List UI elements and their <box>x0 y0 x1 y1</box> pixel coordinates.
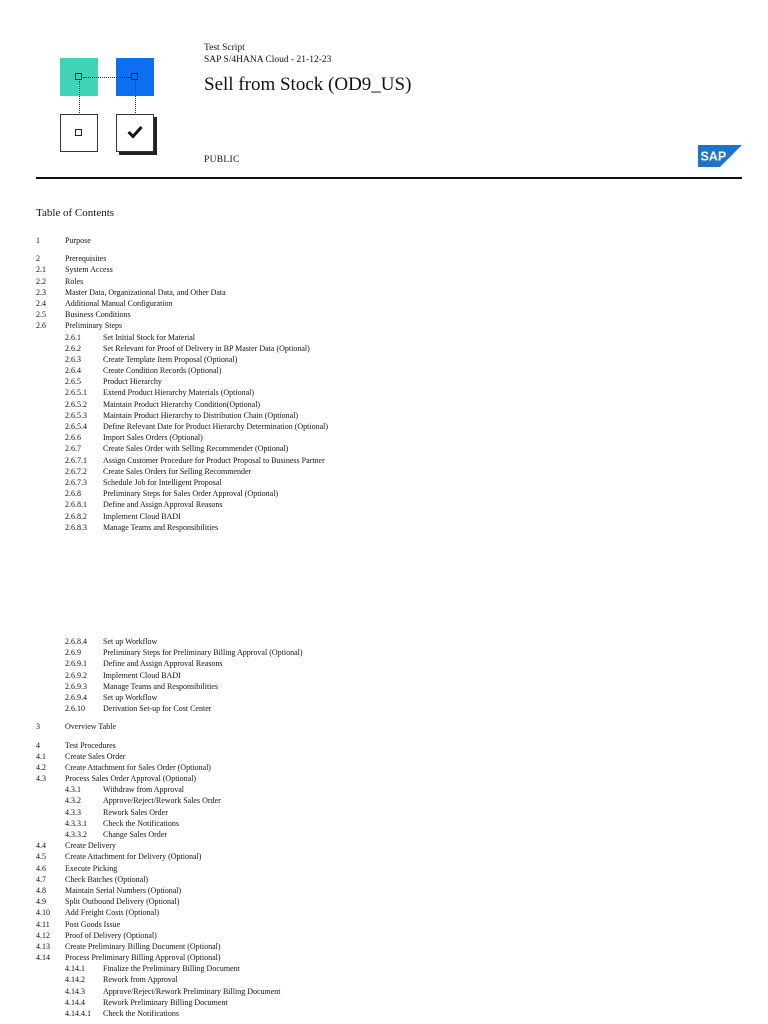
toc-entry-number: 2.6.7.3 <box>65 477 87 487</box>
toc-entry-title: Implement Cloud BADI <box>103 511 181 521</box>
toc-entry-number: 2.6.9.3 <box>65 681 87 691</box>
page-title: Sell from Stock (OD9_US) <box>204 74 412 95</box>
toc-entry-title: Business Conditions <box>65 310 131 320</box>
toc-entry-number: 2.6.3 <box>65 354 81 364</box>
toc-entry-title: Manage Teams and Responsibilities <box>103 681 219 691</box>
toc-entry-number: 4.3.3 <box>65 807 81 817</box>
toc-entry-number: 2.6.5.1 <box>65 388 87 398</box>
toc-entry-title: Preliminary Steps for Preliminary Billing Approval (Optional) <box>103 648 303 658</box>
toc-entry-title: Create Sales Order <box>65 751 126 761</box>
toc-entry-number: 4.12 <box>36 930 50 940</box>
toc-entry-title: Rework from Approval <box>103 975 178 985</box>
toc-entry-title: Purpose <box>65 236 91 245</box>
toc-entry-title: Create Attachment for Delivery (Optional) <box>65 852 202 862</box>
toc-entry-number: 2.5 <box>36 310 46 320</box>
toc-entry-title: Define Relevant Date for Product Hierarchy Determination (Optional) <box>103 422 329 431</box>
toc-entry-number: 4 <box>36 740 40 750</box>
toc-entry-number: 2.6.5.4 <box>65 422 87 431</box>
toc-entry-number: 4.3.3.1 <box>65 818 87 828</box>
toc-entry-title: Withdraw from Approval <box>103 785 184 795</box>
toc-entry-title: Additional Manual Configuration <box>65 298 173 308</box>
toc-entry-number: 4.3.2 <box>65 796 81 806</box>
toc-entry-title: Create Sales Orders for Selling Recommender <box>103 466 252 476</box>
toc-entry-number: 4.7 <box>36 874 46 884</box>
toc-entry-number: 2.6.9.4 <box>65 692 87 702</box>
toc-entry-number: 2.6.8.2 <box>65 511 87 521</box>
toc-entry-title: Set up Workflow <box>103 692 158 702</box>
toc-entry-title: Preliminary Steps for Sales Order Approval (Optional) <box>103 489 279 499</box>
toc-entry-title: Finalize the Preliminary Billing Document <box>103 964 240 974</box>
empty-square-icon <box>60 114 98 152</box>
toc-entry-title: Test Procedures <box>65 740 116 750</box>
toc-entry-number: 4.14.4 <box>65 997 85 1007</box>
toc-entry-number: 4.14.1 <box>65 964 85 974</box>
toc-entry-number: 2.6.7.2 <box>65 466 87 476</box>
toc-entry-title: Rework Sales Order <box>103 807 168 817</box>
toc-entry-title: Process Sales Order Approval (Optional) <box>65 774 197 784</box>
toc-entry-number: 4.2 <box>36 762 46 772</box>
toc-entry-number: 1 <box>36 236 40 245</box>
toc-entry-title: Set up Workflow <box>103 637 158 646</box>
toc-entry-number: 4.13 <box>36 941 50 951</box>
toc-entry-number: 2.6.1 <box>65 332 81 342</box>
toc-entry-title: Create Sales Order with Selling Recommender (Optional) <box>103 444 289 454</box>
sap-logo <box>698 145 742 172</box>
toc-entry-number: 2.6.4 <box>65 366 81 376</box>
toc-entry-title: System Access <box>65 265 113 275</box>
toc-entry-number: 3 <box>36 722 40 732</box>
toc-entry-title: Product Hierarchy <box>103 377 162 387</box>
toc-entry-title: Derivation Set-up for Cost Center <box>103 704 212 714</box>
toc-entry-number: 4.14.2 <box>65 975 85 985</box>
toc-entry-number: 2.6.2 <box>65 343 81 353</box>
sap-logo-text: SAP <box>700 149 727 164</box>
toc-entry-title: Process Preliminary Billing Approval (Optional) <box>65 953 221 963</box>
toc-entry-title: Maintain Product Hierarchy Condition(Optional) <box>103 399 261 409</box>
toc-entry-title: Approve/Reject/Rework Sales Order <box>103 796 221 806</box>
product-version: SAP S/4HANA Cloud - 21-12-23 <box>204 55 332 65</box>
toc-entry-number: 2.6.5.2 <box>65 399 87 409</box>
toc-entry-number: 4.3.1 <box>65 785 81 795</box>
toc-entry-title: Check the Notifications <box>103 818 179 828</box>
toc-entry-title: Change Sales Order <box>103 830 167 839</box>
toc-entry-title: Create Preliminary Billing Document (Optional) <box>65 941 221 951</box>
toc-entry-title: Assign Customer Procedure for Product Proposal to Business Partner <box>103 455 325 465</box>
toc-entry-number: 2.6.8.1 <box>65 500 87 510</box>
toc-entry-title: Create Template Item Proposal (Optional) <box>103 354 238 364</box>
document-type: Test Script <box>204 43 245 53</box>
toc-entry-number: 2.6.9 <box>65 648 81 658</box>
toc-entry-number: 2.6.8.4 <box>65 637 87 646</box>
toc-entry-title: Master Data, Organizational Data, and Other Data <box>65 287 226 297</box>
toc-entry-number: 4.9 <box>36 897 46 907</box>
toc-entry-title: Schedule Job for Intelligent Proposal <box>103 477 222 487</box>
toc-entry-title: Rework Preliminary Billing Document <box>103 997 228 1007</box>
toc-entry-title: Split Outbound Delivery (Optional) <box>65 897 180 907</box>
toc-entry-number: 4.14.4.1 <box>65 1009 91 1018</box>
toc-entry-title: Add Freight Costs (Optional) <box>65 908 159 918</box>
toc-entry-title: Import Sales Orders (Optional) <box>103 433 203 443</box>
toc-entry-title: Create Attachment for Sales Order (Optional) <box>65 762 211 772</box>
toc-entry-number: 2.4 <box>36 298 46 308</box>
toc-entry-title: Preliminary Steps <box>65 321 123 331</box>
toc-entry-title: Roles <box>65 276 84 286</box>
toc-entry-title: Define and Assign Approval Reasons <box>103 659 223 669</box>
toc-entry-number: 4.6 <box>36 863 46 873</box>
toc-entry-number: 2.6 <box>36 321 46 331</box>
toc-entry-number: 4.10 <box>36 908 50 918</box>
toc-entry-number: 2 <box>36 254 40 264</box>
toc-title: Table of Contents <box>36 207 115 219</box>
toc-entry-title: Proof of Delivery (Optional) <box>65 930 157 940</box>
toc-entry-title: Check Batches (Optional) <box>65 874 149 884</box>
toc-entry-number: 4.14 <box>36 953 50 963</box>
toc-entry-number: 2.6.7 <box>65 444 81 454</box>
toc-entry-title: Check the Notifications <box>103 1009 179 1018</box>
toc-entry-number: 2.1 <box>36 265 46 275</box>
toc-entry-title: Set Relevant for Proof of Delivery in BP Master Data (Optional) <box>103 343 310 353</box>
toc-entry-title: Prerequisites <box>65 254 107 264</box>
toc-entry-title: Overview Table <box>65 722 117 732</box>
toc-entry-number: 2.6.6 <box>65 433 81 443</box>
toc-entry-title: Approve/Reject/Rework Preliminary Billing Document <box>103 986 281 996</box>
toc-entry-number: 4.4 <box>36 841 46 851</box>
toc-entry-title: Execute Picking <box>65 863 118 873</box>
toc-entry-number: 4.5 <box>36 852 46 862</box>
toc-entry-number: 2.6.8.3 <box>65 522 87 532</box>
document-emblem <box>60 58 164 158</box>
toc-entry-number: 2.6.7.1 <box>65 455 87 465</box>
toc-entry-number: 4.11 <box>36 919 50 929</box>
toc-entry-number: 4.3.3.2 <box>65 830 87 839</box>
toc-entry-title: Maintain Serial Numbers (Optional) <box>65 885 182 895</box>
toc-entry-title: Create Condition Records (Optional) <box>103 366 222 376</box>
toc-entry-number: 2.6.5 <box>65 377 81 387</box>
toc-entry-number: 4.14.3 <box>65 986 85 996</box>
toc-entry-title: Create Delivery <box>65 841 116 851</box>
toc-entry-title: Maintain Product Hierarchy to Distribution Chain (Optional) <box>103 410 299 420</box>
toc-entry-number: 4.1 <box>36 751 46 761</box>
toc-entry-title: Manage Teams and Responsibilities <box>103 522 219 532</box>
checkmark-icon <box>116 114 154 152</box>
toc-entry-title: Extend Product Hierarchy Materials (Optional) <box>103 388 255 398</box>
toc-entry-number: 4.3 <box>36 774 46 784</box>
toc-entry-number: 2.6.9.2 <box>65 670 87 680</box>
toc-entry-number: 2.6.10 <box>65 704 85 714</box>
toc-entry-number: 4.8 <box>36 885 46 895</box>
toc-entry-number: 2.2 <box>36 276 46 286</box>
toc-entry-title: Define and Assign Approval Reasons <box>103 500 223 510</box>
header-divider <box>36 177 742 179</box>
classification-label: PUBLIC <box>204 155 240 165</box>
toc-entry-number: 2.6.8 <box>65 489 81 499</box>
toc-entry-title: Post Goods Issue <box>65 919 121 929</box>
toc-entry-number: 2.3 <box>36 287 46 297</box>
toc-entry-number: 2.6.9.1 <box>65 659 87 669</box>
toc-entry-title: Implement Cloud BADI <box>103 670 181 680</box>
toc-entry-title: Set Initial Stock for Material <box>103 332 195 342</box>
toc-entry-number: 2.6.5.3 <box>65 410 87 420</box>
